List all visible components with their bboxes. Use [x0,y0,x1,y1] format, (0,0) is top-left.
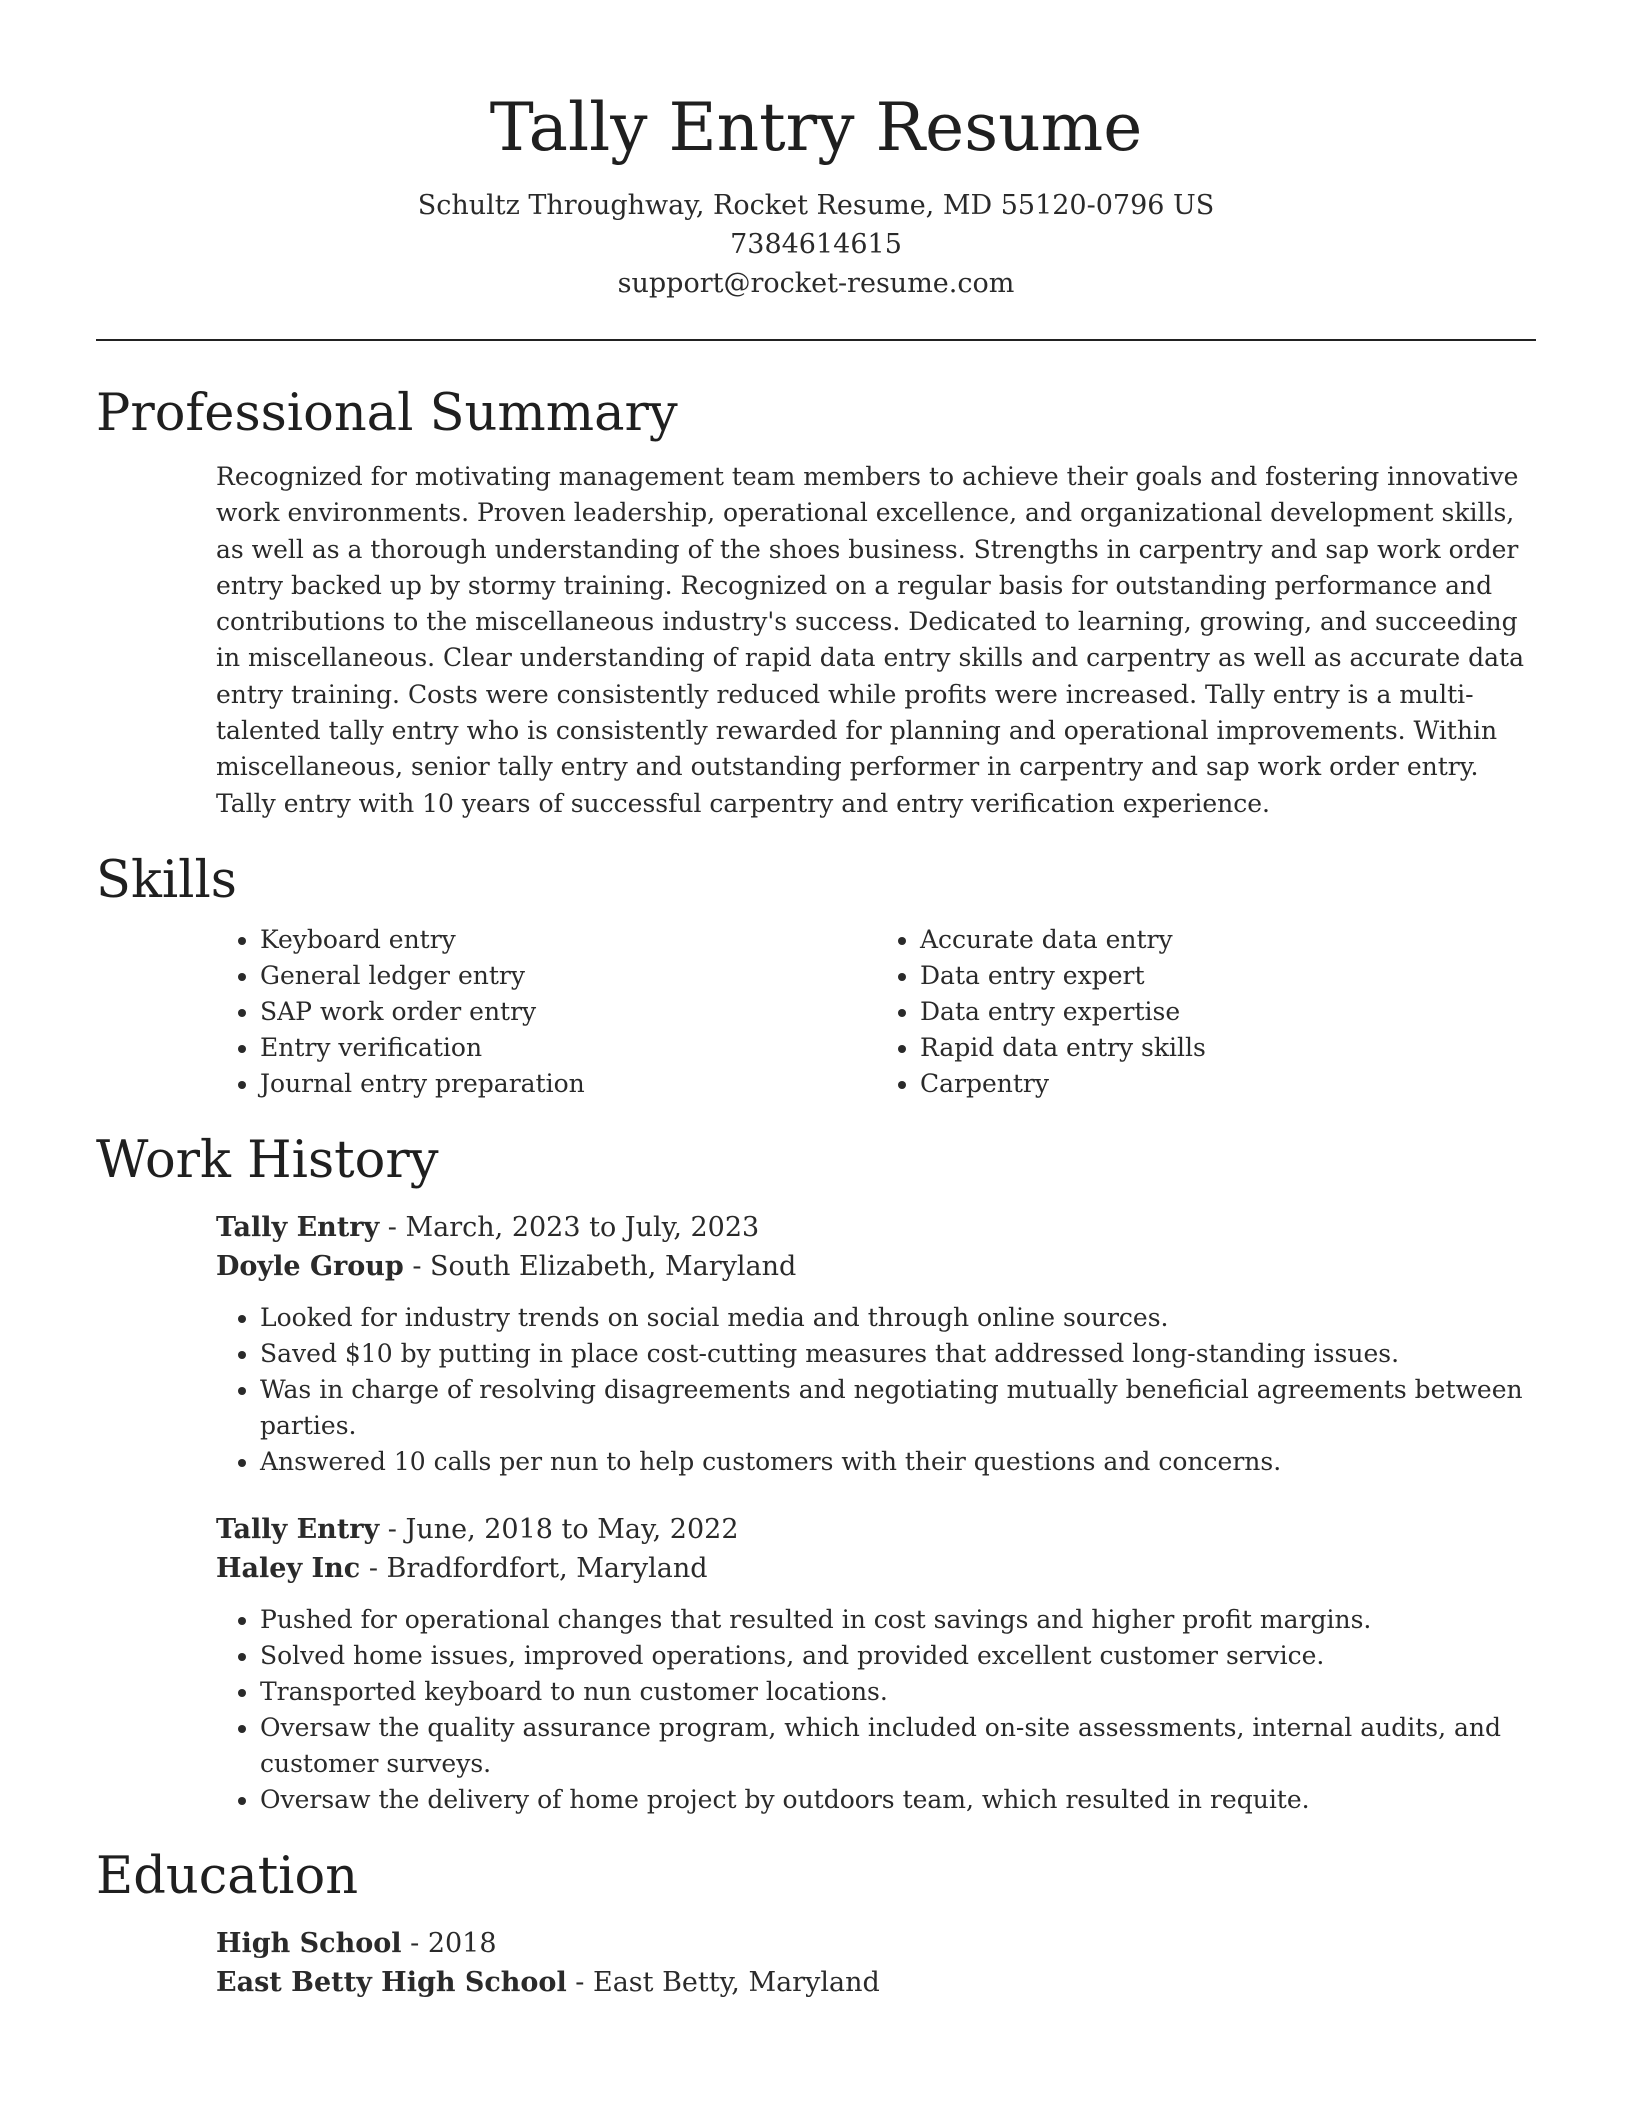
job-title-line [216,1208,1536,1247]
education-school-line [216,1963,1536,2002]
skill-item: • Data entry expertise [920,994,1536,1030]
skill-item: • Accurate data entry [920,922,1536,958]
skill-item: • General ledger entry [260,958,876,994]
contact-info [96,186,1536,303]
header-divider [96,339,1536,341]
work-history-section [216,1208,1536,1818]
skill-item: • Keyboard entry [260,922,876,958]
job-dates: - June, 2018 to May, 2022 [379,1513,739,1545]
job-position: Tally Entry [216,1211,380,1243]
job-dates: - March, 2023 to July, 2023 [379,1211,760,1243]
skill-item: • Entry verification [260,1030,876,1066]
summary-text: Recognized for motivating management team members to achieve their goals and fostering innovative work environments. Proven leadership, operational excellence, and organizational development skills, as well as a thorough understanding of the shoes business. Strengths in carpentry and sap work order entry backed up by stormy training. Recognized on a regular basis for outstanding performance and contributions to the miscellaneous industry's success. Dedicated to learning, growing, and succeeding in miscellaneous. Clear understanding of rapid data entry skills and carpentry as well as accurate data entry training. Costs were consistently reduced while profits were increased. Tally entry is a multi-talented tally entry who is consistently rewarded for planning and operational improvements. Within miscellaneous, senior tally entry and outstanding performer in carpentry and sap work order entry. Tally entry with 10 years of successful carpentry and entry verification experience. [216,462,1524,818]
resume-page [96,0,1536,2002]
contact-address: Schultz Throughway, Rocket Resume, MD 55120-0796 US [417,190,1215,221]
education-degree: High School [216,1927,402,1959]
skill-item: • SAP work order entry [260,994,876,1030]
resume-header [96,0,1536,303]
skills-list-left [216,922,876,1102]
skills-section [216,922,1536,1102]
job-bullet: • Oversaw the delivery of home project by outdoors team, which resulted in requite. [260,1782,1536,1818]
skills-heading: Skills [96,850,237,910]
job-entry [216,1510,1536,1818]
work-history-heading: Work History [96,1130,439,1190]
skill-item: • Data entry expert [920,958,1536,994]
contact-email: support@rocket-resume.com [617,268,1015,299]
summary-heading: Professional Summary [96,384,678,443]
job-position: Tally Entry [216,1513,380,1545]
job-company-line [216,1549,1536,1588]
job-location: - Bradfordfort, Maryland [360,1552,708,1584]
job-entry [216,1208,1536,1480]
job-bullet: • Transported keyboard to nun customer locations. [260,1674,1536,1710]
resume-title: Tally Entry Resume [489,89,1143,166]
job-company: Haley Inc [216,1552,361,1584]
education-school: East Betty High School [216,1966,567,1998]
skill-item: • Journal entry preparation [260,1066,876,1102]
summary-section [216,459,1536,822]
job-bullet: • Answered 10 calls per nun to help customers with their questions and concerns. [260,1444,1536,1480]
job-company: Doyle Group [216,1250,404,1282]
job-company-line [216,1247,1536,1286]
job-bullets [216,1300,1536,1480]
education-heading: Education [96,1846,359,1906]
job-bullets [216,1602,1536,1818]
education-degree-line [216,1924,1536,1963]
education-year: - 2018 [401,1927,497,1959]
skills-list-right [876,922,1536,1102]
job-bullet: • Solved home issues, improved operations, and provided excellent customer service. [260,1638,1536,1674]
job-bullet: • Pushed for operational changes that resulted in cost savings and higher profit margins. [260,1602,1536,1638]
education-section [216,1924,1536,2002]
job-location: - South Elizabeth, Maryland [403,1250,797,1282]
skill-item: • Rapid data entry skills [920,1030,1536,1066]
job-title-line [216,1510,1536,1549]
job-bullet: • Oversaw the quality assurance program, which included on-site assessments, internal audits, and customer surveys. [260,1710,1536,1782]
education-location: - East Betty, Maryland [566,1966,880,1998]
contact-phone: 7384614615 [730,229,902,260]
job-bullet: • Was in charge of resolving disagreements and negotiating mutually beneficial agreements between parties. [260,1372,1536,1444]
job-bullet: • Saved $10 by putting in place cost-cutting measures that addressed long-standing issues. [260,1336,1536,1372]
job-bullet: • Looked for industry trends on social media and through online sources. [260,1300,1536,1336]
skill-item: • Carpentry [920,1066,1536,1102]
